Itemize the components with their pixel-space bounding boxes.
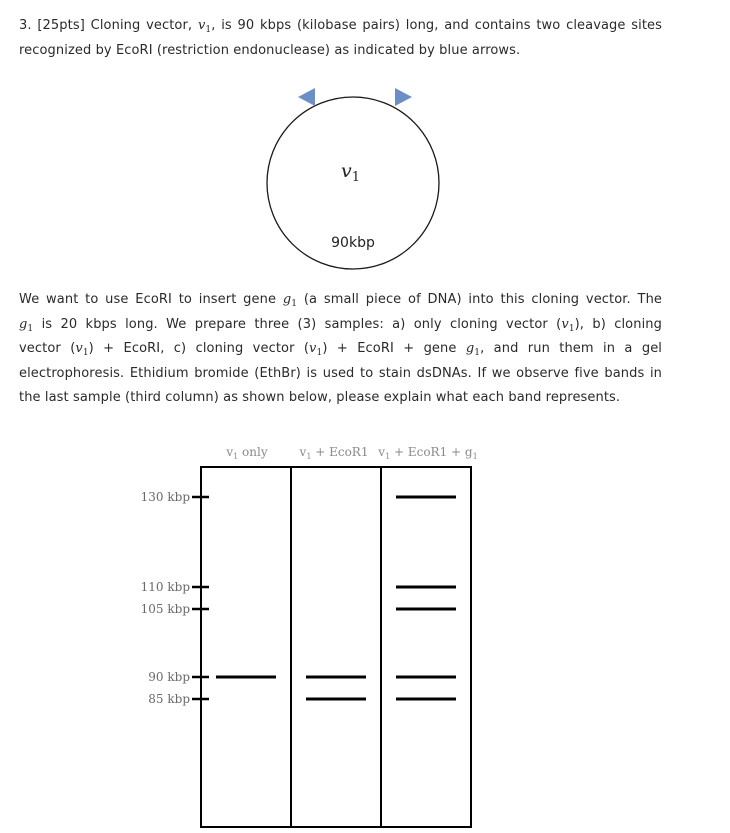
plasmid-label: $v_1$ <box>341 160 361 185</box>
ecori-site-arrow-left <box>298 88 315 106</box>
marker-label: 90 kbp <box>148 670 190 684</box>
symbol-g1: $g_1$ <box>465 341 481 358</box>
plasmid-size-label: 90kbp <box>331 235 375 251</box>
body-line-3: vector $(v_1)$ + EcoRI, c) cloning vector $(v_1)$ + EcoRI + gene $g_1$, and run them in a gel <box>19 341 663 358</box>
marker-label: 105 kbp <box>140 602 190 616</box>
intro-line-1: 3. [25pts] Cloning vector, $v_1$, is 90 kbps (kilobase pairs) long, and contains two cleavage sites <box>19 18 663 35</box>
body-line-4: electrophoresis. Ethidium bromide (EthBr) is used to stain dsDNAs. If we observe five bands in <box>19 365 662 381</box>
body-line-1: We want to use EcoRI to insert gene $g_1$ (a small piece of DNA) into this cloning vector. The <box>19 292 663 309</box>
gel-bands <box>216 497 456 699</box>
lane-label-2: $v_1$ + EcoR1 <box>299 445 369 461</box>
marker-label: 110 kbp <box>140 580 190 594</box>
gel-frame <box>201 467 471 827</box>
size-markers <box>141 490 209 706</box>
symbol-v1: $v_1$ <box>197 18 212 35</box>
marker-label: 130 kbp <box>140 490 190 504</box>
symbol-v1: $v_1$ <box>561 316 575 334</box>
marker-label: 85 kbp <box>148 692 190 706</box>
ecori-site-arrow-right <box>395 88 412 106</box>
lane-label-1: $v_1$ only <box>226 445 268 461</box>
question-number: 3. <box>19 18 32 33</box>
body-line-2: $g_1$ is 20 kbps long. We prepare three (3) samples: a) only cloning vector $(v_1)$, b) cloning <box>19 316 662 334</box>
symbol-v1: $v_1$ <box>75 341 89 358</box>
intro-line-2: recognized by EcoRI (restriction endonuclease) as indicated by blue arrows. <box>19 42 521 58</box>
gel-figure <box>141 445 478 827</box>
plasmid-diagram <box>267 88 439 269</box>
lane-label-3: $v_1$ + EcoR1 + $g_1$ <box>378 445 478 461</box>
body-line-5: the last sample (third column) as shown below, please explain what each band represents. <box>19 390 621 405</box>
symbol-g1: $g_1$ <box>282 292 298 309</box>
question-points: [25pts] <box>37 18 85 33</box>
symbol-v1: $v_1$ <box>309 341 323 358</box>
symbol-g1: $g_1$ <box>19 316 34 334</box>
